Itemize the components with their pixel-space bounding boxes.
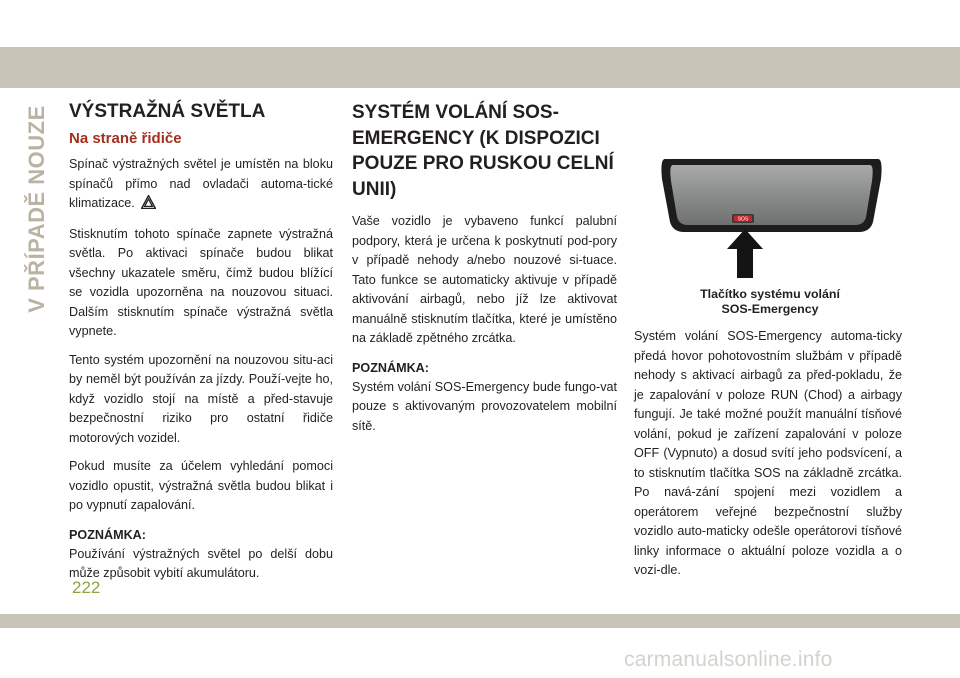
top-margin	[0, 0, 960, 47]
hazard-subtitle: Na straně řidiče	[69, 130, 182, 147]
watermark: carmanualsonline.info	[624, 648, 833, 671]
section-tab	[20, 102, 54, 316]
column-sos-emergency	[352, 100, 617, 436]
rearview-mirror-figure	[659, 154, 884, 284]
column-sos-details	[634, 327, 902, 590]
hazard-note-text: Používání výstražných světel po delší dobu může způsobit vybití akumulátoru.	[69, 546, 333, 580]
hazard-paragraph-2: Stisknutím tohoto spínače zapnete výstražná světla. Po aktivaci spínače budou blikat všechny ukazatele směru, čímž budou blížící se vozidla upozorněna na nouzovou situaci. Dalším stisknutím spínače výstražná světla vypnete.	[69, 226, 333, 338]
hazard-paragraph-1: Spínač výstražných světel je umístěn na bloku spínačů přímo nad ovladači automa-tické klimatizace.	[69, 155, 333, 216]
rearview-mirror-illustration	[659, 154, 884, 284]
figure-caption-line-2: SOS-Emergency	[721, 302, 819, 316]
page-number: 222	[72, 578, 101, 597]
hazard-title: VÝSTRAŽNÁ SVĚTLA	[69, 101, 266, 122]
sos-title: SYSTÉM VOLÁNÍ SOS-EMERGENCY (K DISPOZICI POUZE PRO RUSKOU CELNÍ UNII)	[352, 102, 614, 200]
hazard-warning-icon	[141, 195, 156, 216]
section-tab-label: V PŘÍPADĚ NOUZE	[24, 105, 49, 313]
hazard-note-label: POZNÁMKA:	[69, 527, 146, 542]
header-band	[0, 47, 960, 88]
sos-note-text: Systém volání SOS-Emergency bude fungo-vat pouze s aktivovaným provozovatelem mobilní sítě.	[352, 379, 617, 433]
figure-caption-line-1: Tlačítko systému volání	[700, 287, 840, 301]
figure-caption	[658, 287, 882, 317]
hazard-paragraph-4: Pokud musíte za účelem vyhledání pomoci vozidlo opustit, výstražná světla budou blikat i po vypnutí zapalování.	[69, 459, 333, 512]
sos-note-label: POZNÁMKA:	[352, 360, 429, 375]
hazard-paragraph-3: Tento systém upozornění na nouzovou situ-aci by neměl být používán za jízdy. Použí-vejte ho, když vozidlo stojí na místě a před-stavuje bezpečnostní riziko pro ostatní řidiče motorových vozidel.	[69, 352, 333, 445]
footer-band	[0, 614, 960, 628]
sos-paragraph-1: Vaše vozidlo je vybaveno funkcí palubní podpory, která je určena k poskytnutí pod-pory v případě nehody a/nebo nouzové si-tuace. Tato funkce se automaticky aktivuje v případě aktivování airbagů, nebo jíž lze aktivovat manuálně stisknutím tlačítka, které je umístěno na základě zpětného zrcátka.	[352, 214, 617, 345]
sos-button-label: SOS	[737, 216, 749, 223]
sos-details-paragraph: Systém volání SOS-Emergency automa-ticky předá hovor pohotovostním službám v případě nehody s aktivací airbagů za před-pokladu, že je zapalování v poloze RUN (Chod) a airbagy fungují. Je také možné použít manuální tísňové volání, pokud je zařízení zapalování v poloze OFF (Vypnuto) a dosud svítí jeho podsvícení, a to stisknutím tlačítka SOS na základně zrcátka. Po navá-zání spojení mezi vozidlem a operátorem veřejné bezpečnostní služby vozidlo auto-maticky odešle operátorovi tísňové linky informace o aktuální poloze vozidla a o vozi-dle.	[634, 329, 902, 577]
column-hazard-lights	[69, 100, 333, 584]
pointer-arrow-icon	[727, 229, 763, 278]
